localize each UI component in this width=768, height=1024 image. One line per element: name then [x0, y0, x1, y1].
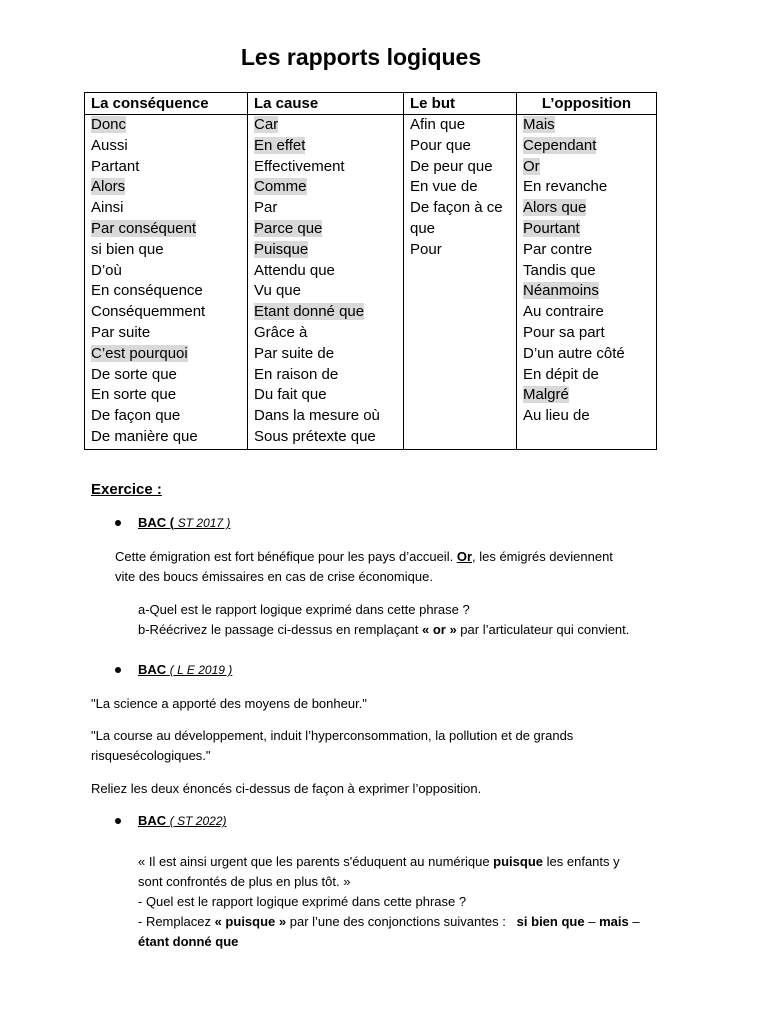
header-but: Le but: [404, 93, 517, 115]
connector-item: De manière que: [91, 427, 198, 445]
logical-relations-table: [84, 92, 657, 450]
bullet-icon: [115, 520, 121, 526]
connector-item: En effet: [254, 136, 306, 154]
connector-item: De façon que: [91, 407, 181, 425]
connector-item: Attendu que: [254, 261, 335, 279]
connector-item: Par: [254, 199, 278, 217]
header-consequence: La conséquence: [85, 93, 248, 115]
exercise-2-instruction: Reliez les deux énoncés ci-dessus de façon à exprimer l’opposition.: [91, 781, 482, 796]
connector-item: Pour que: [410, 136, 471, 154]
column-but: [404, 115, 517, 450]
connector-item: Par suite de: [254, 344, 335, 362]
connector-item: Par contre: [523, 240, 593, 258]
exercise-1-questions: a-Quel est le rapport logique exprimé dans cette phrase ? b-Réécrivez le passage ci-dessus en remplaçant « or » par l’articulateur qui convient.: [138, 602, 630, 637]
connector-item: En conséquence: [91, 282, 203, 300]
connector-item: Alors: [91, 178, 126, 196]
exercise-1-title: BAC ( ST 2017 ): [138, 515, 231, 530]
exercise-2-quote-2: "La course au développement, induit l’hyperconsommation, la pollution et de grands risquesécologiques.": [91, 728, 574, 763]
exercise-heading: Exercice :: [91, 481, 162, 498]
connector-item: C’est pourquoi: [91, 344, 188, 362]
connector-item: Dans la mesure où: [254, 407, 380, 425]
connector-item: Mais: [523, 116, 555, 133]
connector-item: Tandis que: [523, 261, 596, 279]
connector-item: De sorte que: [91, 365, 177, 383]
connector-item: Au lieu de: [523, 407, 590, 425]
connector-item: Car: [254, 116, 279, 133]
connector-item: Alors que: [523, 199, 587, 217]
connector-item: si bien que: [91, 240, 164, 258]
connector-item: En revanche: [523, 178, 608, 196]
connector-item: Ainsi: [91, 199, 124, 217]
exercise-1-text: Cette émigration est fort bénéfique pour les pays d’accueil. Or, les émigrés deviennent vite des boucs émissaires en cas de crise économique.: [115, 549, 613, 584]
connector-item: Vu que: [254, 282, 301, 300]
connector-item: Etant donné que: [254, 303, 365, 321]
connector-item: Grâce à: [254, 323, 308, 341]
highlight-or: Or: [456, 549, 472, 564]
connector-item: En vue de: [410, 178, 478, 196]
connector-item: Effectivement: [254, 157, 345, 175]
header-cause: La cause: [248, 93, 404, 115]
connector-item: Puisque: [254, 240, 309, 258]
connector-item: En dépit de: [523, 365, 599, 383]
connector-item: En raison de: [254, 365, 339, 383]
connector-item: D’où: [91, 261, 122, 279]
connector-item: Malgré: [523, 386, 569, 404]
exercise-3-title: BAC ( ST 2022): [138, 813, 227, 828]
connector-item: En sorte que: [91, 386, 177, 404]
connector-item: Comme: [254, 178, 307, 196]
connector-item: Afin que: [410, 116, 466, 133]
bullet-icon: [115, 667, 121, 673]
connector-item: Conséquemment: [91, 303, 206, 321]
exercise-2-quote-1: "La science a apporté des moyens de bonheur.": [91, 696, 367, 711]
connector-item: Parce que: [254, 219, 323, 237]
connector-item: De façon à ce: [410, 199, 503, 217]
connector-item: De peur que: [410, 157, 493, 175]
column-opposition: [517, 115, 657, 450]
connector-item: Pourtant: [523, 219, 580, 237]
connector-item: Cependant: [523, 136, 597, 154]
column-consequence: [85, 115, 248, 450]
connector-item: D’un autre côté: [523, 344, 625, 362]
connector-item: que: [410, 219, 436, 237]
connector-item: Néanmoins: [523, 282, 599, 300]
connector-item: Partant: [91, 157, 140, 175]
connector-item: Pour sa part: [523, 323, 605, 341]
connector-item: Pour: [410, 240, 442, 258]
exercise-2-title: BAC ( L E 2019 ): [138, 662, 233, 677]
exercise-3-text: « Il est ainsi urgent que les parents s'éduquent au numérique puisque les enfants y sont confrontés de plus en plus tôt. » - Quel est le rapport logique exprimé dans cette phrase ? - Remplacez « puisque » par l’une des conjonctions suivantes : si bien que – mais – étant donné que: [138, 854, 640, 949]
connector-item: Sous prétexte que: [254, 427, 376, 445]
connector-item: Aussi: [91, 136, 128, 154]
connector-item: Au contraire: [523, 303, 604, 321]
page-title: Les rapports logiques: [240, 44, 482, 70]
connector-item: Par conséquent: [91, 219, 197, 237]
bullet-icon: [115, 818, 121, 824]
column-cause: [248, 115, 404, 450]
header-opposition: L’opposition: [517, 93, 657, 115]
connector-item: Donc: [91, 116, 127, 133]
connector-item: Or: [523, 157, 540, 175]
connector-item: Du fait que: [254, 386, 327, 404]
connector-item: Par suite: [91, 323, 151, 341]
